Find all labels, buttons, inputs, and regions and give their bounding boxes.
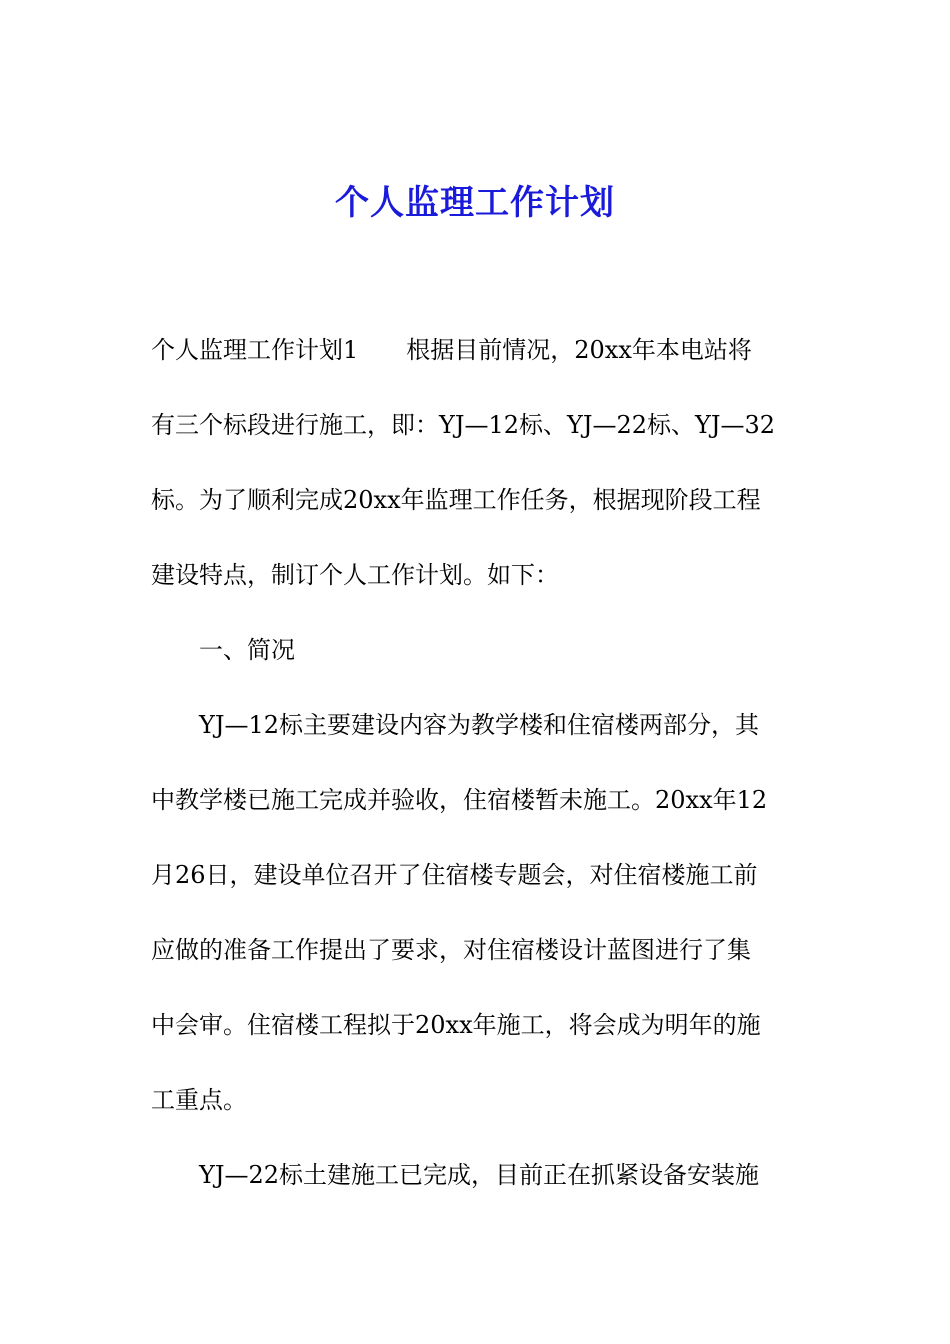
document-title: 个人监理工作计划 (335, 183, 615, 223)
body-line-3: 标。为了顺利完成20xx年监理工作任务，根据现阶段工程 (151, 486, 761, 514)
body-line-9: 应做的准备工作提出了要求，对住宿楼设计蓝图进行了集 (151, 936, 751, 964)
body-line-6: YJ—12标主要建设内容为教学楼和住宿楼两部分，其 (151, 711, 760, 739)
body-line-1: 个人监理工作计划1 根据目前情况，20xx年本电站将 (151, 336, 752, 364)
body-line-10: 中会审。住宿楼工程拟于20xx年施工，将会成为明年的施 (151, 1011, 761, 1039)
section-heading-overview: 一、简况 (151, 636, 295, 664)
body-line-2: 有三个标段进行施工，即：YJ—12标、YJ—22标、YJ—32 (151, 411, 776, 439)
body-line-7: 中教学楼已施工完成并验收，住宿楼暂未施工。20xx年12 (151, 786, 768, 814)
body-line-11: 工重点。 (151, 1086, 247, 1114)
body-line-8: 月26日，建设单位召开了住宿楼专题会，对住宿楼施工前 (151, 861, 758, 889)
body-line-4: 建设特点，制订个人工作计划。如下： (151, 561, 559, 589)
document-body (151, 330, 801, 1190)
body-line-12: YJ—22标土建施工已完成，目前正在抓紧设备安装施 (151, 1161, 760, 1189)
